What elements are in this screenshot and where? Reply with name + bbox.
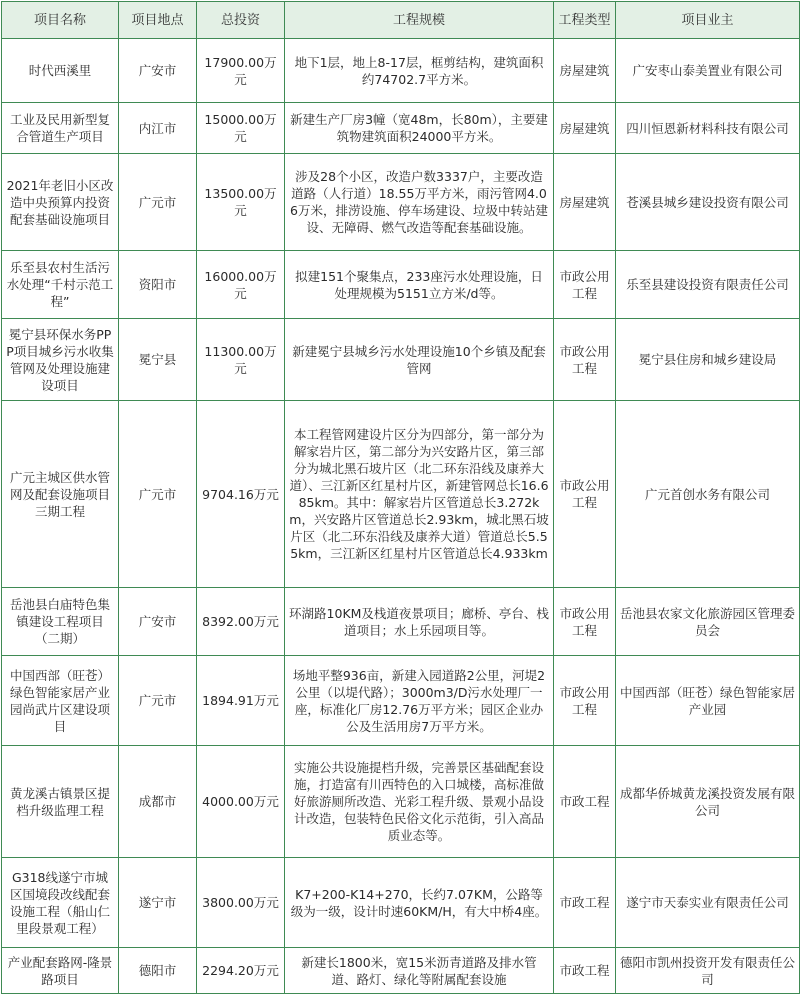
- project-type: 市政公用工程: [554, 401, 616, 588]
- project-type: 市政工程: [554, 858, 616, 948]
- project-name: 产业配套路网-隆景路项目: [2, 948, 119, 994]
- project-owner: 遂宁市天泰实业有限责任公司: [616, 858, 800, 948]
- project-owner: 广安枣山泰美置业有限公司: [616, 39, 800, 103]
- project-owner: 冕宁县住房和城乡建设局: [616, 319, 800, 401]
- project-investment: 1894.91万元: [197, 656, 285, 746]
- project-investment: 8392.00万元: [197, 588, 285, 656]
- project-owner: 岳池县农家文化旅游园区管理委员会: [616, 588, 800, 656]
- project-investment: 9704.16万元: [197, 401, 285, 588]
- header-row: [2, 2, 800, 39]
- table-row: [2, 656, 800, 746]
- table-row: [2, 858, 800, 948]
- project-owner: 苍溪县城乡建设投资有限公司: [616, 154, 800, 251]
- header-owner: 项目业主: [616, 2, 800, 39]
- project-scale: 新建长1800米，宽15米沥青道路及排水管道、路灯、绿化等附属配套设施: [285, 948, 554, 994]
- project-location: 内江市: [119, 103, 197, 154]
- header-scale: 工程规模: [285, 2, 554, 39]
- project-scale: 实施公共设施提档升级，完善景区基础配套设施，打造富有川西特色的入口城楼，高标准做好旅游厕所改造、光彩工程升级、景观小品设计改造，包装特色民俗文化示范街，引入高品质业态等。: [285, 746, 554, 858]
- project-owner: 德阳市凯州投资开发有限责任公司: [616, 948, 800, 994]
- project-location: 成都市: [119, 746, 197, 858]
- project-name: 中国西部（旺苍）绿色智能家居产业园尚武片区建设项目: [2, 656, 119, 746]
- project-type: 房屋建筑: [554, 39, 616, 103]
- project-scale: K7+200-K14+270，长约7.07KM，公路等级为一级，设计时速60KM/H，有大中桥4座。: [285, 858, 554, 948]
- project-name: G318线遂宁市城区国境段改线配套设施工程（船山仁里段景观工程）: [2, 858, 119, 948]
- project-table: [1, 1, 800, 994]
- project-owner: 广元首创水务有限公司: [616, 401, 800, 588]
- table-row: [2, 103, 800, 154]
- project-type: 市政公用工程: [554, 251, 616, 319]
- project-type: 房屋建筑: [554, 103, 616, 154]
- project-scale: 场地平整936亩，新建入园道路2公里，河堤2公里（以堤代路）；3000m3/D污水处理厂一座，标准化厂房12.76万平方米；园区企业办公及生活用房7万平方米。: [285, 656, 554, 746]
- header-location: 项目地点: [119, 2, 197, 39]
- table-row: [2, 319, 800, 401]
- project-name: 工业及民用新型复合管道生产项目: [2, 103, 119, 154]
- project-location: 遂宁市: [119, 858, 197, 948]
- project-scale: 环湖路10KM及栈道夜景项目；廊桥、亭台、栈道项目；水上乐园项目等。: [285, 588, 554, 656]
- project-investment: 2294.20万元: [197, 948, 285, 994]
- project-type: 市政公用工程: [554, 588, 616, 656]
- project-name: 2021年老旧小区改造中央预算内投资配套基础设施项目: [2, 154, 119, 251]
- project-type: 市政工程: [554, 948, 616, 994]
- project-scale: 新建生产厂房3幢（宽48m，长80m），主要建筑物建筑面积24000平方米。: [285, 103, 554, 154]
- project-name: 广元主城区供水管网及配套设施项目三期工程: [2, 401, 119, 588]
- table-row: [2, 401, 800, 588]
- project-investment: 11300.00万元: [197, 319, 285, 401]
- header-name: 项目名称: [2, 2, 119, 39]
- header-type: 工程类型: [554, 2, 616, 39]
- project-type: 市政工程: [554, 746, 616, 858]
- project-name: 黄龙溪古镇景区提档升级监理工程: [2, 746, 119, 858]
- project-owner: 成都华侨城黄龙溪投资发展有限公司: [616, 746, 800, 858]
- project-investment: 15000.00万元: [197, 103, 285, 154]
- table-row: [2, 746, 800, 858]
- project-owner: 中国西部（旺苍）绿色智能家居产业园: [616, 656, 800, 746]
- table-row: [2, 588, 800, 656]
- project-scale: 涉及28个小区，改造户数3337户，主要改造道路（人行道）18.55万平方米，雨污管网4.06万米，排涝设施、停车场建设、垃圾中转站建设、无障碍、燃气改造等配套基础设施。: [285, 154, 554, 251]
- project-investment: 17900.00万元: [197, 39, 285, 103]
- project-scale: 拟建151个聚集点，233座污水处理设施，日处理规模为5151立方米/d等。: [285, 251, 554, 319]
- project-investment: 13500.00万元: [197, 154, 285, 251]
- table-row: [2, 948, 800, 994]
- project-name: 乐至县农村生活污水处理“千村示范工程”: [2, 251, 119, 319]
- project-location: 冕宁县: [119, 319, 197, 401]
- project-owner: 乐至县建设投资有限责任公司: [616, 251, 800, 319]
- project-type: 房屋建筑: [554, 154, 616, 251]
- project-name: 岳池县白庙特色集镇建设工程项目（二期）: [2, 588, 119, 656]
- project-location: 广元市: [119, 154, 197, 251]
- project-investment: 4000.00万元: [197, 746, 285, 858]
- project-location: 广元市: [119, 656, 197, 746]
- header-investment: 总投资: [197, 2, 285, 39]
- project-owner: 四川恒恩新材料科技有限公司: [616, 103, 800, 154]
- project-investment: 16000.00万元: [197, 251, 285, 319]
- table-row: [2, 39, 800, 103]
- project-type: 市政公用工程: [554, 656, 616, 746]
- project-scale: 地下1层，地上8-17层，框剪结构，建筑面积约74702.7平方米。: [285, 39, 554, 103]
- project-location: 德阳市: [119, 948, 197, 994]
- project-location: 广安市: [119, 39, 197, 103]
- project-investment: 3800.00万元: [197, 858, 285, 948]
- project-type: 市政公用工程: [554, 319, 616, 401]
- project-location: 资阳市: [119, 251, 197, 319]
- table-row: [2, 251, 800, 319]
- project-scale: 新建冕宁县城乡污水处理设施10个乡镇及配套管网: [285, 319, 554, 401]
- project-scale: 本工程管网建设片区分为四部分，第一部分为解家岩片区，第二部分为兴安路片区，第三部分为城北黑石坡片区（北二环东沿线及康养大道）、三江新区红星村片区，新建管网总长16.685km。其中：解家岩片区管道总长3.272km，兴安路片区管道总长2.93km，城北黑石坡片区（北二环东沿线及康养大道）管道总长5.55km，三江新区红星村片区管道总长4.933km: [285, 401, 554, 588]
- project-name: 时代西溪里: [2, 39, 119, 103]
- project-location: 广安市: [119, 588, 197, 656]
- table-row: [2, 154, 800, 251]
- project-name: 冕宁县环保水务PPP项目城乡污水收集管网及处理设施建设项目: [2, 319, 119, 401]
- project-location: 广元市: [119, 401, 197, 588]
